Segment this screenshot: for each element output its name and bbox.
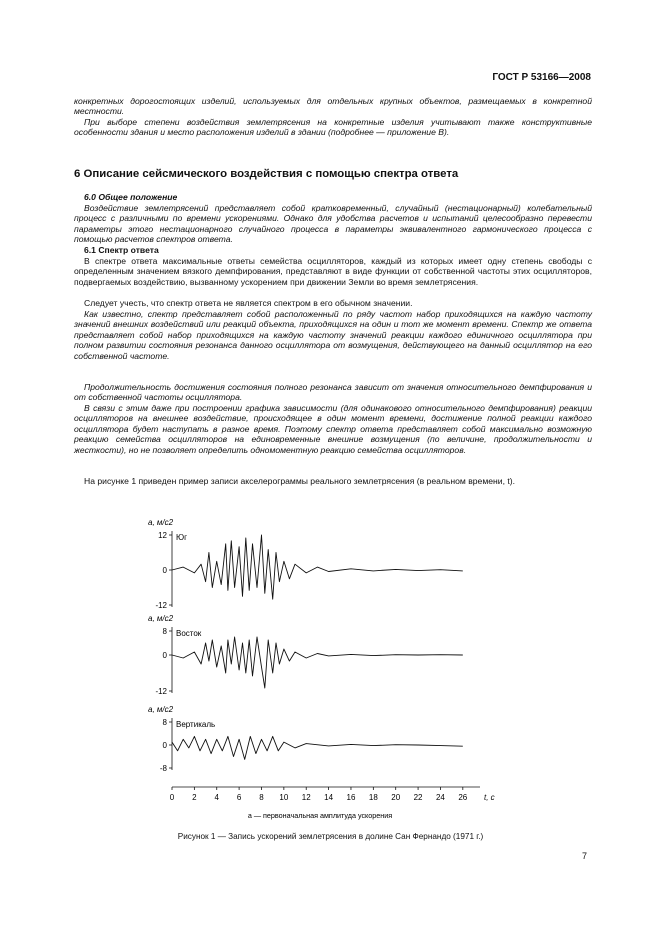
y-tick-label-3-2: -8 [159,764,167,773]
x-tick-label-1: 2 [192,793,197,802]
x-tick-label-4: 8 [259,793,264,802]
section-6-1-paragraph-6: На рисунке 1 приведен пример записи акселерограммы реального землетрясения (в реальном времени, t). [84,476,515,486]
section-6-1-paragraph-2: Следует учесть, что спектр ответа не является спектром в его обычном значении. [84,298,413,308]
section-6-0-text: Воздействие землетрясений представляет собой кратковременный, случайный (нестационарный) колебательный процесс с различными по времени ускорениями. Однако для удобства расчетов и испытаний целесообразно перевести параметры этого нестационарного случайного процесса в параметры эквивалентного гармонического процесса с помощью расчетов спектров ответа. [74,203,592,245]
accel-series-2 [172,637,463,688]
section-6-1-paragraph-3: Как известно, спектр представляет собой расположенный по ряду частот набор приходящихся на каждую частоту значений внешних воздействий или реакций объекта, приходящихся на один и тот же момент времени. Спектр же ответа представляет собой набор приходящихся на каждую частоту значений реакции каждого единичного осциллятора при полном развитии состояния резонанса данного осциллятора от возмущения, действующего на данный осциллятор на его собственной частоте. [74,309,592,361]
accelerogram-chart [0,505,661,825]
panel-label-1: Юг [176,533,187,542]
section-6-1-paragraph-4: Продолжительность достижения состояния полного резонанса зависит от значения относительного демпфирования и от собственной частоты осциллятора. [74,382,592,403]
section-6-1-paragraph-1: В спектре ответа максимальные ответы семейства осцилляторов, каждый из которых имеет одну степень свободы с определенным значением вязкого демпфирования, представляют в виде функции от собственной частоты этих осцилляторов, подвергаемых воздействию, вызванному ускорением при движении Земли во время землетрясения. [74,256,592,287]
y-tick-label-2-2: -12 [155,687,167,696]
y-tick-label-1-1: 0 [162,566,167,575]
intro-paragraph-2: При выборе степени воздействия землетрясения на конкретные изделия учитывают также конструктивные особенности здания и место расположения изделий в здании (подробнее — приложение В). [74,117,592,138]
page-number: 7 [581,851,587,861]
section-6-heading: 6 Описание сейсмического воздействия с помощью спектра ответа [74,168,459,180]
x-tick-label-12: 24 [435,793,445,802]
x-axis-label: t, c [484,793,495,802]
y-tick-label-1-0: 12 [158,531,167,540]
panel-label-2: Восток [176,629,202,638]
x-tick-label-5: 10 [279,793,289,802]
intro-paragraph-1: конкретных дорогостоящих изделий, используемых для отдельных крупных объектов, размещаемых в конкретной местности. [74,96,592,117]
section-6-1-heading: 6.1 Спектр ответа [84,245,159,255]
y-tick-label-2-0: 8 [162,627,167,636]
x-tick-label-13: 26 [458,793,468,802]
y-axis-label-2: a, м/с2 [148,614,174,623]
x-tick-label-3: 6 [236,793,242,802]
accel-series-3 [172,736,463,759]
chart-note: а — первоначальная амплитуда ускорения [247,811,393,820]
section-6-1-paragraph-5: В связи с этим даже при построении графика зависимости (для одинакового относительного демпфирования) реакции осцилляторов на внешнее воздействие, происходящее в один момент времени, достижение полной реакции каждого осциллятора будет наступать в разное время. Поэтому спектр ответа представляет собой максимально возможную реакцию семейства осцилляторов на единовременные внешние возмущения (по величине, продолжительности и жесткости), но не позволяет определить одномоментную реакцию семейства осцилляторов. [74,403,592,455]
document-id: ГОСТ Р 53166—2008 [492,72,591,83]
x-tick-label-9: 18 [368,793,378,802]
x-tick-label-2: 4 [214,793,219,802]
x-tick-label-10: 20 [391,793,401,802]
x-tick-label-8: 16 [346,793,356,802]
y-axis-label-3: a, м/с2 [148,705,174,714]
x-tick-label-0: 0 [169,793,175,802]
x-tick-label-6: 12 [301,793,311,802]
y-tick-label-1-2: -12 [155,601,167,610]
section-6-0-heading: 6.0 Общее положение [84,192,178,202]
y-tick-label-2-1: 0 [162,651,167,660]
y-axis-label-1: a, м/с2 [148,518,174,527]
x-tick-label-7: 14 [324,793,334,802]
figure-caption: Рисунок 1 — Запись ускорений землетрясения в долине Сан Фернандо (1971 г.) [177,832,484,841]
x-tick-label-11: 22 [413,793,423,802]
panel-label-3: Вертикаль [176,720,216,729]
y-tick-label-3-1: 0 [162,741,167,750]
accel-series-1 [172,535,463,599]
y-tick-label-3-0: 8 [162,718,167,727]
